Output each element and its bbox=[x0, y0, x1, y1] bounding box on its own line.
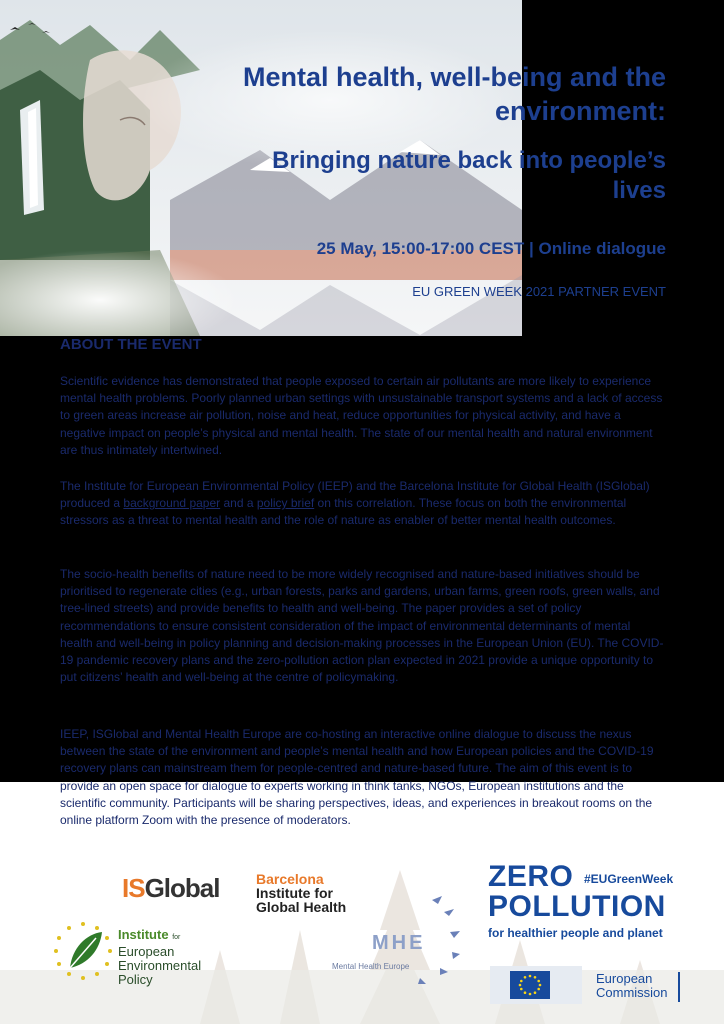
eu-flag-icon bbox=[490, 966, 582, 1004]
ec-divider bbox=[678, 972, 680, 1002]
isglobal-wordmark: ISGlobal bbox=[122, 873, 220, 903]
event-date-time: 25 May, 15:00-17:00 CEST | bbox=[316, 239, 539, 258]
european-commission-logo bbox=[490, 966, 690, 1006]
page-subtitle: Bringing nature back into people’s lives bbox=[272, 147, 666, 204]
isglobal-logo bbox=[122, 871, 347, 915]
zero-line: ZERO bbox=[488, 860, 574, 893]
policy-brief-link[interactable]: policy brief bbox=[256, 496, 315, 511]
about-heading: ABOUT THE EVENT bbox=[60, 336, 202, 353]
ieep-wordmark: Institute for European Environmental Policy bbox=[118, 927, 202, 987]
zero-pollution-logo bbox=[488, 862, 688, 940]
ieep-leaf-icon bbox=[52, 920, 114, 982]
ec-wordmark: European Commission bbox=[596, 971, 668, 1000]
background-paper-link[interactable]: background paper bbox=[123, 496, 221, 511]
p2-text-b: and a bbox=[220, 496, 257, 511]
event-date-line bbox=[146, 239, 666, 259]
event-format: Online dialogue bbox=[538, 239, 666, 258]
mhe-letters: MHE bbox=[372, 932, 426, 954]
eugreenweek-hashtag: #EUGreenWeek bbox=[584, 872, 674, 886]
about-paragraph-2 bbox=[60, 478, 664, 530]
about-paragraph-3: The socio-health benefits of nature need to be more widely recognised and nature-based initiatives should be prioritised to regenerate cities (e.g., urban forests, parks and gardens, urban farms, green roofs, green walls, and tree-lined streets) and provide benefits to health and well-being. The paper provides a set of policy recommendations to ensure consistent consideration of the impact of environmental determinants of mental health and well-being in policy planning and decision-making processes in the European Union (EU). The COVID-19 pandemic recovery plans and the zero-pollution action plan expected in 2021 provide a unique opportunity to put citizens’ health and well-being at the centre of policymaking. bbox=[60, 567, 664, 685]
zero-pollution-tagline: for healthier people and planet bbox=[488, 926, 663, 940]
ieep-logo bbox=[52, 920, 242, 990]
isglobal-subtitle: Barcelona Institute for Global Health bbox=[256, 871, 347, 915]
about-paragraph-1: Scientific evidence has demonstrated that people exposed to certain air pollutants are more likely to experience mental health problems. Poorly planned urban settings with unsustainable transport systems and a lack of access to green areas increase air pollution, noise and heat, reduce opportunities for physical activity, and have a negative impact on people’s physical and mental health. The state of our mental health and natural environment are thus intimately intertwined. bbox=[60, 374, 663, 457]
about-paragraph-4: IEEP, ISGlobal and Mental Health Europe are co-hosting an interactive online dialogue to discuss the nexus between the state of the environment and people’s mental health and how European policies and the COVID-19 recovery plans can mainstream them for people-centred and nature-based future. The aim of this event is to provide an open space for dialogue to experts working in think tanks, NGOs, European institutions and the scientific community. Participants will be sharing perspectives, ideas, and experiences in breakout rooms on the online platform Zoom with the presence of moderators. bbox=[60, 727, 654, 828]
page-title: Mental health, well-being and the environment: bbox=[242, 62, 666, 126]
partner-event-label: EU GREEN WEEK 2021 PARTNER EVENT bbox=[412, 284, 666, 299]
p2-text-c: on this correlation. These focus on both the environmental stressors as a threat to mental health and the role of nature as enabler of better mental health outcomes. bbox=[60, 496, 627, 528]
mhe-subtitle: Mental Health Europe bbox=[332, 962, 410, 971]
mhe-logo bbox=[332, 894, 472, 994]
p2-text-a: The Institute for European Environmental Policy (IEEP) and the Barcelona Institute for Global Health (ISGlobal) produced a bbox=[60, 479, 650, 511]
pollution-line: POLLUTION bbox=[488, 890, 666, 923]
